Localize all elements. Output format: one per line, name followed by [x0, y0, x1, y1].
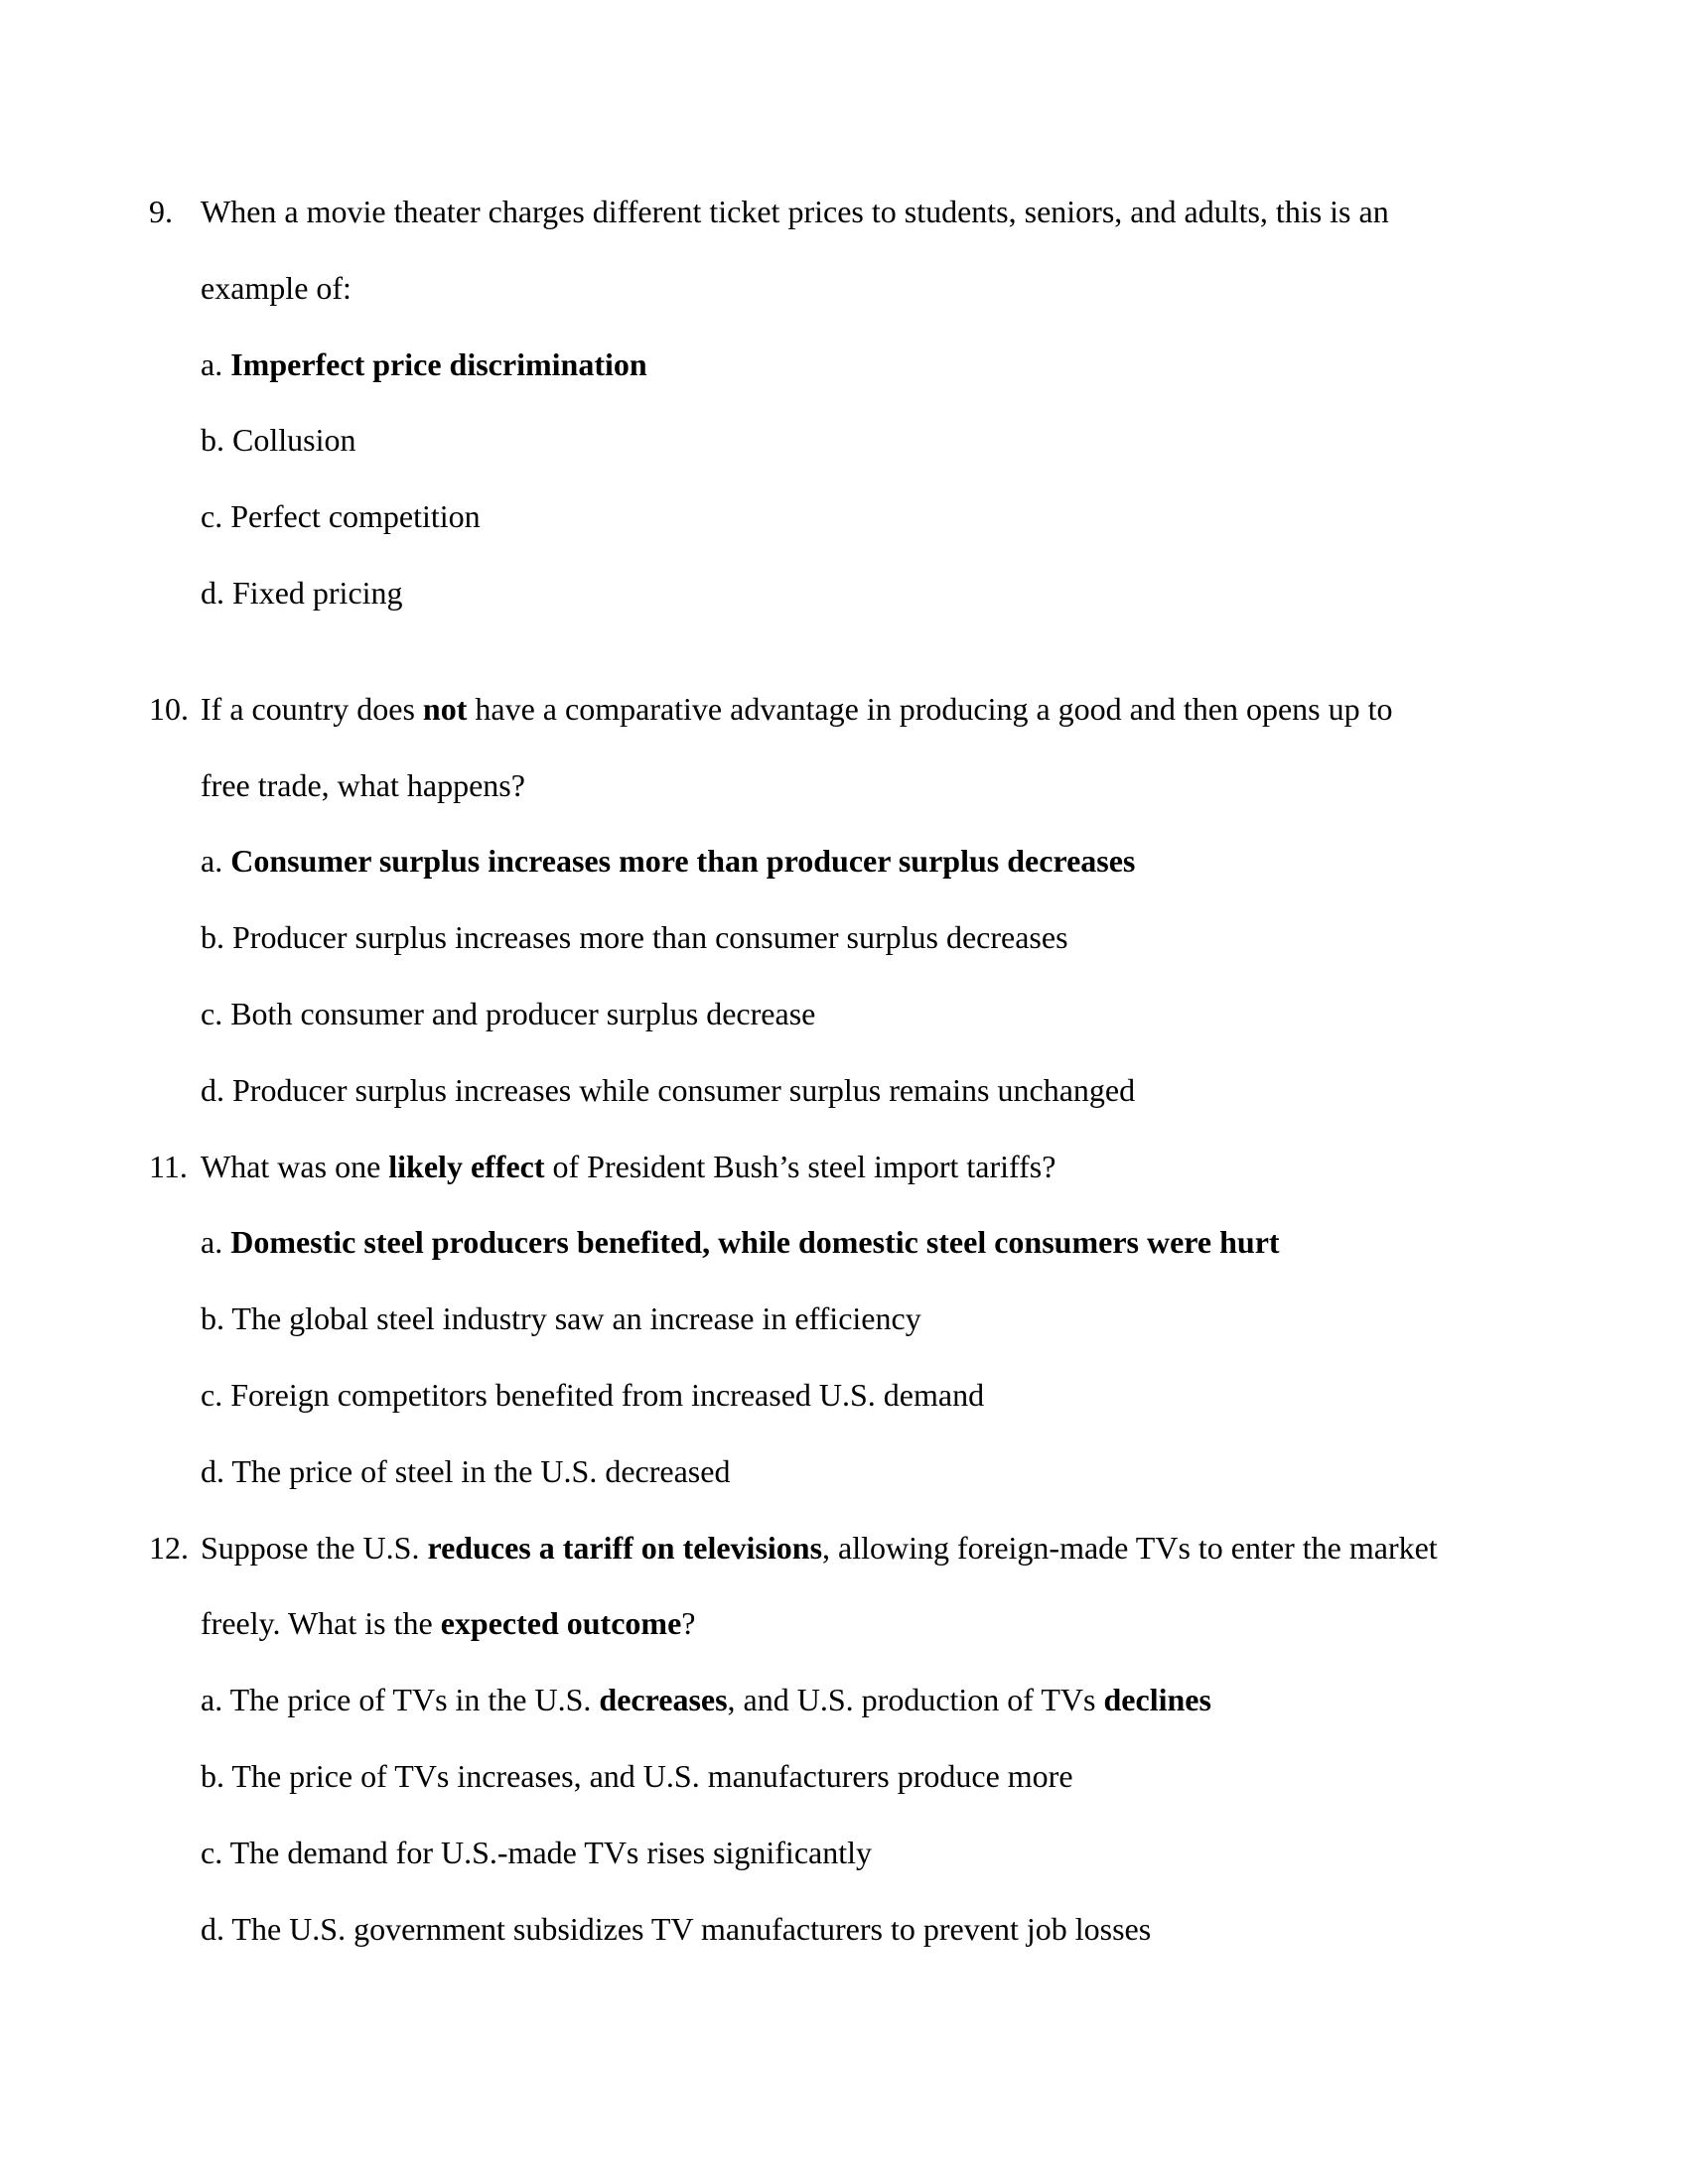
answer-option-b [0, 899, 1688, 976]
question-text-bold: likely effect [388, 1148, 545, 1184]
option-text: Fixed pricing [232, 574, 403, 611]
option-label: d. [201, 1910, 224, 1947]
option-label: a. [201, 1224, 223, 1261]
question-text-bold: expected outcome [440, 1605, 682, 1642]
question-text: freely. What is the [201, 1605, 441, 1642]
answer-option-c [0, 1357, 1688, 1433]
option-label: d. [201, 574, 224, 611]
question-9 [0, 174, 1688, 631]
question-text: have a comparative advantage in producing a good and then opens up to [467, 690, 1393, 727]
question-text: When a movie theater charges different ticket prices to students, seniors, and adults, this is an [201, 194, 1389, 229]
question-12 [0, 1510, 1688, 1968]
answer-option-b [0, 1281, 1688, 1357]
question-text-bold: not [422, 690, 468, 727]
answer-option-a [0, 1662, 1688, 1738]
answer-option-d [0, 1891, 1688, 1968]
option-label: c. [201, 498, 223, 535]
option-text: The price of steel in the U.S. decreased [231, 1452, 731, 1489]
question-text-continuation-line [0, 748, 1688, 824]
option-label: c. [201, 1376, 223, 1413]
option-label: c. [201, 995, 223, 1031]
option-text: , and U.S. production of TVs [727, 1682, 1104, 1718]
option-text: Foreign competitors benefited from increased U.S. demand [230, 1376, 985, 1413]
answer-option-a [0, 327, 1688, 403]
option-text: Perfect competition [230, 498, 481, 535]
option-label: a. [201, 345, 223, 382]
option-text-bold: decreases [599, 1682, 728, 1718]
question-text: , allowing foreign-made TVs to enter the market [822, 1529, 1438, 1566]
answer-option-d [0, 1433, 1688, 1510]
option-label: d. [201, 1071, 224, 1108]
option-label: d. [201, 1452, 224, 1489]
answer-option-a [0, 1204, 1688, 1281]
answer-option-b [0, 1738, 1688, 1815]
question-text: What was one [201, 1148, 389, 1184]
question-number: 9. [149, 194, 173, 229]
answer-option-c [0, 1815, 1688, 1891]
question-text-line [0, 174, 1688, 250]
option-text-bold: declines [1103, 1682, 1211, 1718]
question-text: Suppose the U.S. [201, 1529, 428, 1566]
question-text: ? [681, 1605, 696, 1642]
question-number: 12. [149, 1529, 189, 1566]
option-label: b. [201, 1300, 224, 1337]
quiz-question-list [0, 174, 1688, 1967]
option-label: b. [201, 919, 224, 956]
option-label: c. [201, 1834, 223, 1870]
answer-option-d [0, 555, 1688, 631]
option-label: b. [201, 422, 224, 459]
question-text: free trade, what happens? [201, 766, 525, 803]
answer-option-c [0, 478, 1688, 555]
option-text: The U.S. government subsidizes TV manufacturers to prevent job losses [231, 1910, 1152, 1947]
answer-option-a [0, 823, 1688, 899]
option-text: The price of TVs in the U.S. [229, 1682, 600, 1718]
answer-option-d [0, 1052, 1688, 1129]
question-text-continuation-line [0, 1585, 1688, 1662]
question-number: 10. [149, 690, 189, 727]
option-text: The global steel industry saw an increase in efficiency [231, 1300, 921, 1337]
question-text: If a country does [201, 690, 423, 727]
question-text-line [0, 1510, 1688, 1586]
answer-option-b [0, 402, 1688, 478]
question-text: of President Bush’s steel import tariffs? [544, 1148, 1056, 1184]
option-text-bold: Imperfect price discrimination [230, 345, 647, 382]
question-text-line [0, 671, 1688, 748]
option-text-bold: Domestic steel producers benefited, while domestic steel consumers were hurt [230, 1224, 1280, 1261]
question-number: 11. [149, 1148, 188, 1184]
answer-option-c [0, 976, 1688, 1052]
question-text: example of: [201, 269, 352, 306]
option-label: a. [201, 1682, 223, 1718]
option-text-bold: Consumer surplus increases more than producer surplus decreases [230, 843, 1136, 880]
question-10 [0, 671, 1688, 1129]
question-text-line [0, 1129, 1688, 1205]
question-11 [0, 1129, 1688, 1510]
option-text: The price of TVs increases, and U.S. manufacturers produce more [231, 1757, 1073, 1794]
option-text: Collusion [232, 422, 356, 459]
option-text: Producer surplus increases while consumer surplus remains unchanged [232, 1071, 1136, 1108]
question-text-continuation-line [0, 250, 1688, 327]
option-text: Both consumer and producer surplus decrease [230, 995, 816, 1031]
question-text-bold: reduces a tariff on televisions [427, 1529, 823, 1566]
option-label: b. [201, 1757, 224, 1794]
option-label: a. [201, 843, 223, 880]
option-text: Producer surplus increases more than consumer surplus decreases [232, 919, 1068, 956]
option-text: The demand for U.S.-made TVs rises significantly [229, 1834, 872, 1870]
